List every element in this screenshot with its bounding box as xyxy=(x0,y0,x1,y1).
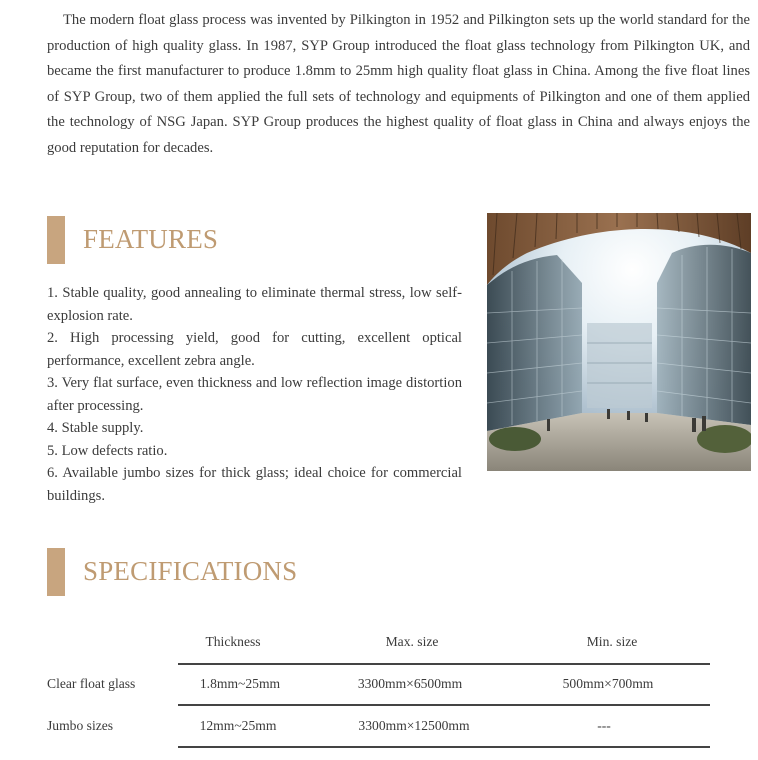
row-label-jumbo: Jumbo sizes xyxy=(47,718,114,733)
feature-item: 2. High processing yield, good for cutting, excellent optical performance, excellent zebra angle. xyxy=(47,330,462,369)
cell-thickness: 1.8mm~25mm xyxy=(199,676,281,691)
heading-accent-bar xyxy=(47,216,65,264)
specifications-title: SPECIFICATIONS xyxy=(83,556,298,586)
table-rule-bottom xyxy=(178,746,710,748)
atrium-photo xyxy=(487,213,751,471)
feature-item: 4. Stable supply. xyxy=(47,420,144,436)
cell-max-size: 3300mm×6500mm xyxy=(357,676,463,691)
cell-min-size: --- xyxy=(597,718,611,733)
header-thickness: Thickness xyxy=(205,634,261,649)
feature-item: 6. Available jumbo sizes for thick glass; ideal choice for commercial buildings. xyxy=(47,465,462,504)
atrium-illustration xyxy=(487,213,751,471)
table-rule-top xyxy=(178,663,710,665)
specifications-table xyxy=(0,620,758,760)
feature-item: 5. Low defects ratio. xyxy=(47,442,168,459)
feature-item: 1. Stable quality, good annealing to eliminate thermal stress, low self-explosion rate. xyxy=(47,285,462,324)
header-min-size: Min. size xyxy=(586,634,638,649)
cell-thickness: 12mm~25mm xyxy=(199,718,277,733)
feature-item: 3. Very flat surface, even thickness and low reflection image distortion after processing. xyxy=(47,375,462,414)
features-list xyxy=(47,282,462,507)
header-max-size: Max. size xyxy=(385,634,439,649)
row-label-clear-float: Clear float glass xyxy=(47,676,136,691)
cell-min-size: 500mm×700mm xyxy=(562,676,654,691)
heading-accent-bar xyxy=(47,548,65,596)
features-title: FEATURES xyxy=(83,224,219,254)
cell-max-size: 3300mm×12500mm xyxy=(358,718,470,733)
intro-paragraph: The modern float glass process was invented by Pilkington in 1952 and Pilkington sets up the world standard for the production of high quality glass. In 1987, SYP Group introduced the float glass technology from Pilkington UK, and became the first manufacturer to produce 1.8mm to 25mm high quality float glass in China. Among the five float lines of SYP Group, two of them applied the full sets of technology and equipments of Pilkington and one of them applied the technology of NSG Japan. SYP Group produces the highest quality of float glass in China and always enjoys the good reputation for decades. xyxy=(47,12,750,156)
table-rule-middle xyxy=(178,704,710,706)
